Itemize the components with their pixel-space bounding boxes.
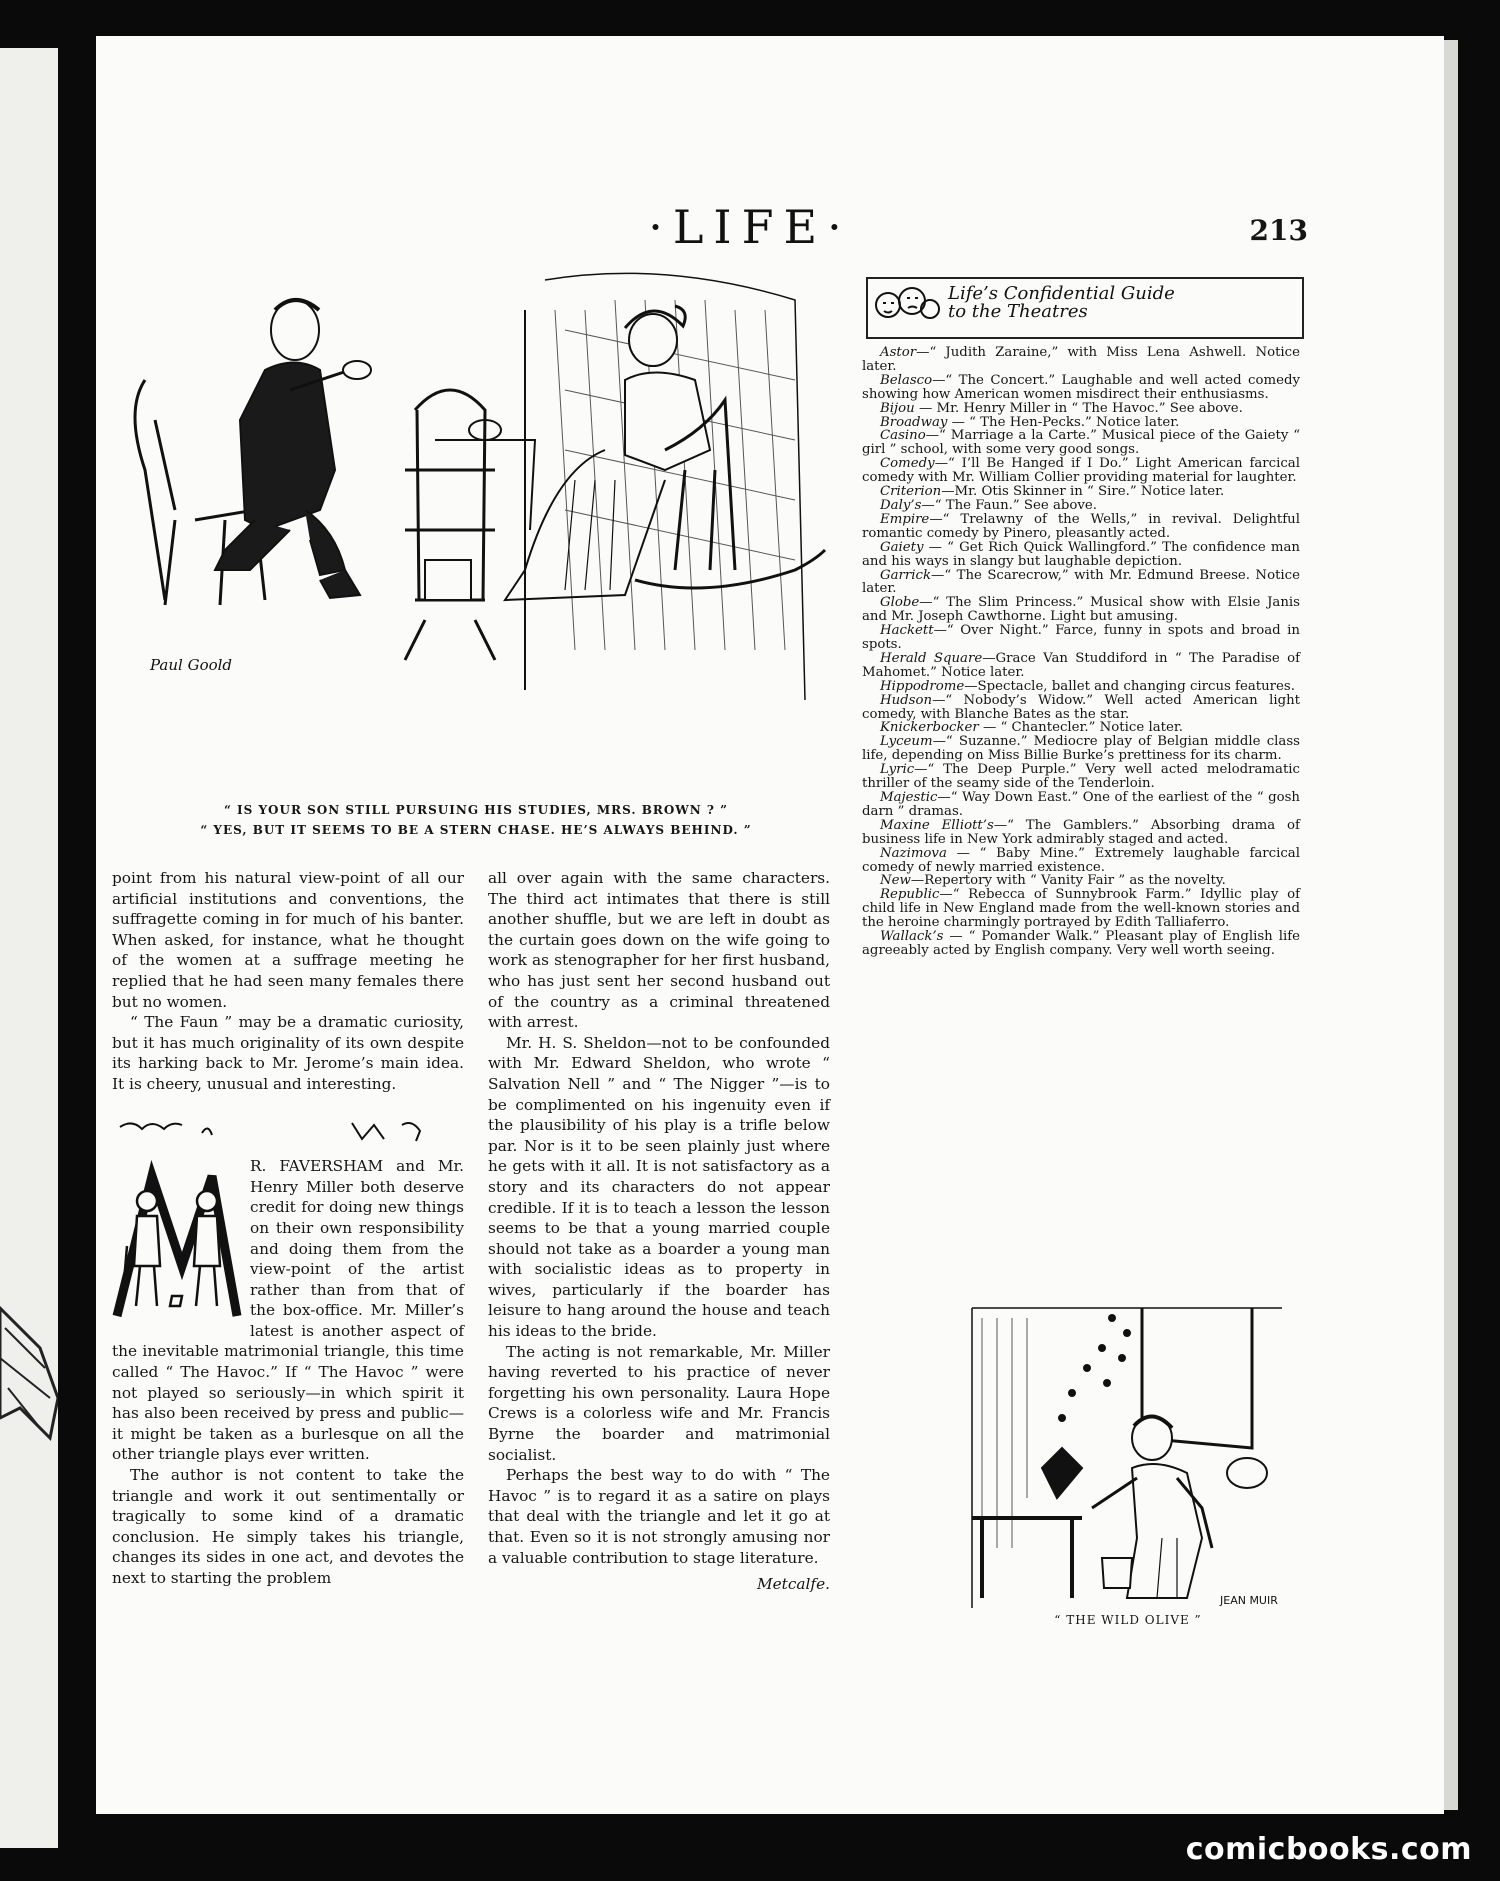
guide-entry bbox=[862, 652, 1300, 680]
guide-text: —Repertory with “ Vanity Fair ” as the novelty. bbox=[910, 873, 1226, 889]
guide-venue: Nazimova bbox=[880, 845, 947, 861]
article-paragraph: Mr. H. S. Sheldon—not to be confounded with Mr. Edward Sheldon, who wrote “ Salvation Nell ” and “ The Nigger ”—is to be complimented on his ingenuity even if the plausibility of his play is a trifle below par. Nor is it to be seen plainly just where he gets with it all. It is not satisfactory as a story and its characters do not appear credible. If it is to teach a lesson the lesson seems to be that a young married couple should not take as a boarder a young man with socialistic ideas as to property in wives, particularly if the boarder has leisure to hang around the house and teach his ideas to the bride. bbox=[488, 1033, 830, 1341]
guide-venue: Garrick bbox=[880, 567, 932, 583]
guide-text: —“ Way Down East.” One of the earliest of the “ gosh darn ” dramas. bbox=[862, 790, 1300, 819]
article-paragraph: Perhaps the best way to do with “ The Havoc ” is to regard it as a satire on plays that deal with the triangle and let it go at that. Even so it is not strongly amusing nor a valuable contribution to stage literature. bbox=[488, 1466, 830, 1567]
main-cartoon-illustration bbox=[105, 270, 865, 740]
guide-venue: Comedy bbox=[880, 456, 935, 472]
guide-text: — Mr. Henry Miller in “ The Havoc.” See above. bbox=[914, 400, 1243, 416]
guide-text: —“ The Concert.” Laughable and well acted comedy showing how American women misdirect their enthusiasms. bbox=[862, 372, 1300, 402]
guide-text: — “ Pomander Walk.” Pleasant play of English life agreeably acted by English company. Very well worth seeing. bbox=[862, 929, 1300, 958]
guide-text: —“ Judith Zaraine,” with Miss Lena Ashwell. Notice later. bbox=[862, 345, 1300, 374]
guide-entry bbox=[862, 569, 1300, 597]
guide-text: —Spectacle, ballet and changing circus features. bbox=[964, 678, 1295, 694]
guide-text: —“ The Deep Purple.” Very well acted melodramatic thriller of the seamy side of the Tenderloin. bbox=[862, 762, 1300, 792]
guide-entry bbox=[862, 402, 1300, 416]
masthead: ·LIFE· bbox=[648, 200, 852, 254]
caption-line-answer: “ YES, BUT IT SEEMS TO BE A STERN CHASE. HE’S ALWAYS BEHIND. ” bbox=[200, 823, 752, 837]
guide-entry bbox=[862, 513, 1300, 541]
guide-entry bbox=[862, 763, 1300, 791]
guide-venue: Hackett bbox=[880, 623, 934, 639]
olive-cartoon-signature: JEAN MUIR bbox=[1220, 1594, 1278, 1607]
guide-text: — “ Get Rich Quick Wallingford.” The confidence man and his ways in slangy but laughable depiction. bbox=[862, 539, 1300, 569]
guide-entry bbox=[862, 847, 1300, 875]
guide-venue: Wallack’s bbox=[880, 929, 944, 945]
guide-text: —“ The Scarecrow,” with Mr. Edmund Breese. Notice later. bbox=[862, 567, 1300, 597]
wild-olive-illustration bbox=[962, 1298, 1294, 1610]
guide-venue: Majestic bbox=[880, 790, 938, 805]
section-ornament bbox=[112, 1115, 464, 1145]
guide-entry bbox=[862, 416, 1300, 430]
guide-entry bbox=[862, 457, 1300, 485]
guide-entry bbox=[862, 874, 1300, 888]
theatre-guide-header bbox=[866, 277, 1304, 339]
guide-venue: Empire bbox=[880, 511, 930, 527]
article-paragraph: all over again with the same characters. The third act intimates that there is still another shuffle, but we are left in doubt as the curtain goes down on the wife going to work as stenographer for her first husband, who has just sent her second husband out of the country as a criminal threatened with arrest. bbox=[488, 869, 830, 1032]
guide-text: —Mr. Otis Skinner in “ Sire.” Notice later. bbox=[941, 484, 1225, 500]
guide-entry bbox=[862, 541, 1300, 569]
caption-line-question: “ IS YOUR SON STILL PURSUING HIS STUDIES, MRS. BROWN ? ” bbox=[223, 803, 729, 817]
guide-venue: Bijou bbox=[880, 400, 915, 416]
article-column-1 bbox=[112, 868, 464, 1589]
left-page-edge bbox=[0, 48, 58, 1848]
guide-entry bbox=[862, 735, 1300, 763]
guide-venue: Broadway bbox=[880, 414, 948, 430]
page-number: 213 bbox=[1249, 214, 1308, 247]
guide-venue: Lyceum bbox=[880, 734, 933, 750]
guide-venue: Lyric bbox=[880, 762, 915, 778]
main-cartoon-signature: Paul Goold bbox=[150, 656, 233, 674]
guide-text: —“ Rebecca of Sunnybrook Farm.” Idyllic play of child life in New England made from the well-known stories and the heroine charmingly portrayed by Edith Talliaferro. bbox=[862, 887, 1300, 931]
guide-entry bbox=[862, 721, 1300, 735]
guide-text: —“ I’ll Be Hanged if I Do.” Light American farcical comedy with Mr. William Collier providing material for laughter. bbox=[862, 456, 1300, 486]
guide-entry bbox=[862, 346, 1300, 374]
guide-text: —“ The Gamblers.” Absorbing drama of business life in New York admirably staged and acted. bbox=[862, 817, 1300, 847]
wild-olive-caption: “ THE WILD OLIVE ” bbox=[1054, 1613, 1202, 1627]
guide-entry bbox=[862, 374, 1300, 402]
guide-entry bbox=[862, 680, 1300, 694]
guide-text: —“ The Faun.” See above. bbox=[921, 497, 1098, 513]
guide-entry bbox=[862, 819, 1300, 847]
guide-venue: Knickerbocker bbox=[880, 720, 979, 736]
guide-entry bbox=[862, 596, 1300, 624]
guide-entry bbox=[862, 930, 1300, 958]
guide-venue: Hippodrome bbox=[880, 678, 965, 694]
guide-text: — “ Chantecler.” Notice later. bbox=[978, 720, 1183, 736]
article-paragraph: The acting is not remarkable, Mr. Miller having reverted to his practice of never forgetting his own personality. Laura Hope Crews is a colorless wife and Mr. Francis Byrne the boarder and matrimonial socialist. bbox=[488, 1342, 830, 1464]
guide-venue: Herald Square bbox=[880, 650, 983, 666]
guide-entry bbox=[862, 791, 1300, 819]
guide-text: —“ The Slim Princess.” Musical show with Elsie Janis and Mr. Joseph Cawthorne. Light but amusing. bbox=[862, 595, 1300, 625]
guide-venue: Casino bbox=[880, 428, 926, 444]
main-cartoon-caption bbox=[96, 800, 856, 840]
masks-faces-icon bbox=[872, 281, 942, 333]
guide-venue: Daly’s bbox=[880, 497, 922, 513]
guide-venue: Globe bbox=[880, 595, 920, 611]
guide-venue: Belasco bbox=[880, 372, 933, 388]
guide-text: —“ Trelawny of the Wells,” in revival. Delightful romantic comedy by Pinero, pleasantly acted. bbox=[862, 511, 1300, 541]
guide-text: — “ The Hen-Pecks.” Notice later. bbox=[947, 414, 1180, 430]
guide-venue: Hudson bbox=[880, 692, 933, 708]
article-paragraph: “ The Faun ” may be a dramatic curiosity, but it has much originality of its own despite its harking back to Mr. Jerome’s main idea. It is cheery, unusual and interesting. bbox=[112, 1013, 464, 1093]
guide-entry bbox=[862, 499, 1300, 513]
guide-text: —Grace Van Studdiford in “ The Paradise of Mahomet.” Notice later. bbox=[862, 650, 1300, 680]
guide-venue: Maxine Elliott’s bbox=[880, 817, 994, 833]
left-page-illustration-fragment bbox=[0, 1288, 58, 1458]
guide-entry bbox=[862, 485, 1300, 499]
site-watermark: comicbooks.com bbox=[1185, 1832, 1472, 1867]
article-paragraph: point from his natural view-point of all our artificial institutions and conventions, the suffragette coming in for much of his banter. When asked, for instance, what he thought of the women at a suffrage meeting he replied that he had seen many females there but no women. bbox=[112, 869, 464, 1011]
guide-entry bbox=[862, 694, 1300, 722]
guide-text: —“ Marriage a la Carte.” Musical piece of the Gaiety “ girl ” school, with some very good songs. bbox=[862, 428, 1300, 458]
article-signature: Metcalfe. bbox=[756, 1575, 830, 1594]
guide-entry bbox=[862, 888, 1300, 930]
guide-text: — “ Baby Mine.” Extremely laughable farcical comedy of newly married existence. bbox=[862, 845, 1300, 875]
guide-text: —“ Suzanne.” Mediocre play of Belgian middle class life, depending on Miss Billie Burke’s prettiness for its charm. bbox=[862, 734, 1300, 764]
theatre-guide-title: Life’s Confidential Guide to the Theatres bbox=[948, 283, 1175, 322]
dropcap-m-illustration bbox=[112, 1156, 242, 1326]
guide-text: —“ Nobody’s Widow.” Well acted American light comedy, with Blanche Bates as the star. bbox=[862, 692, 1300, 722]
article-column-2 bbox=[488, 868, 830, 1595]
guide-venue: Gaiety bbox=[880, 539, 924, 555]
guide-text: —“ Over Night.” Farce, funny in spots and broad in spots. bbox=[862, 623, 1300, 653]
guide-venue: Criterion bbox=[880, 484, 942, 500]
dropcap-paragraph bbox=[112, 1156, 464, 1465]
guide-venue: New bbox=[880, 873, 911, 889]
theatre-guide-list bbox=[862, 346, 1300, 958]
guide-entry bbox=[862, 429, 1300, 457]
guide-entry bbox=[862, 624, 1300, 652]
page-shadow-edge bbox=[1444, 40, 1458, 1810]
guide-venue: Astor bbox=[880, 345, 917, 360]
article-paragraph: The author is not content to take the triangle and work it out sentimentally or tragically to some kind of a dramatic conclusion. He simply takes his triangle, changes its sides in one act, and devotes the next to starting the problem bbox=[112, 1466, 464, 1587]
article-paragraph: R. FAVERSHAM and Mr. Henry Miller both deserve credit for doing new things on their own responsibility and doing them from the view-point of the artist rather than from that of the box-office. Mr. Miller’s latest is another aspect of the inevitable matrimonial triangle, this time called “ The Havoc.” If “ The Havoc ” were not played so seriously—in which spirit it has also been received by press and public—it might be taken as a burlesque on all the other triangle plays ever written. bbox=[112, 1157, 464, 1464]
guide-venue: Republic bbox=[880, 887, 940, 903]
